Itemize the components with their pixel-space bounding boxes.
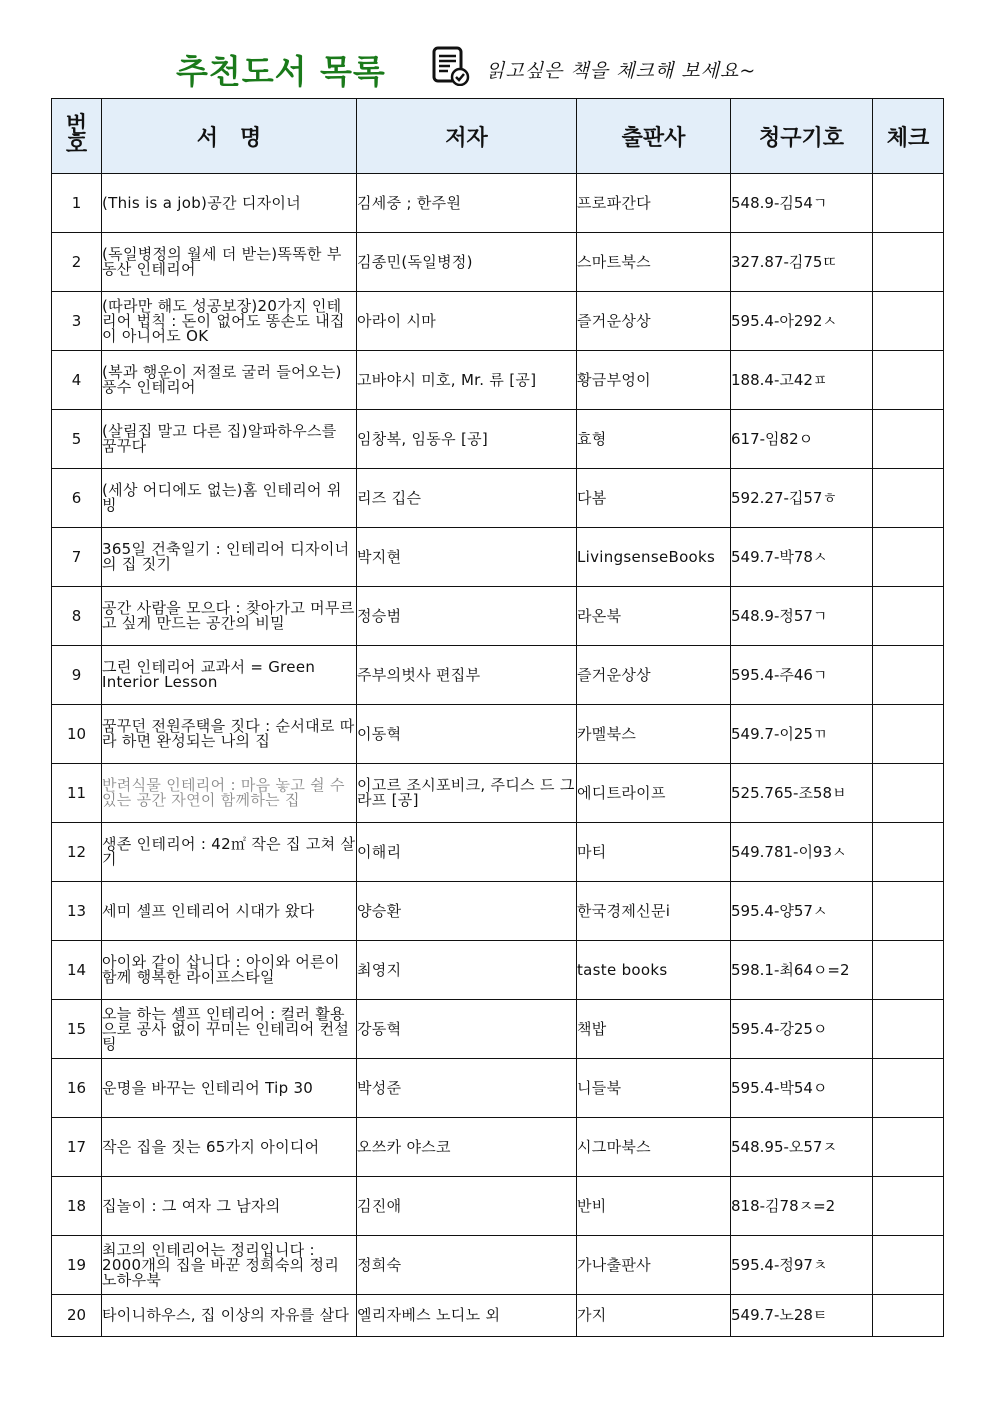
book-author: 박성준	[357, 1059, 577, 1118]
table-row	[52, 1177, 944, 1236]
book-call-number: 595.4-정97ㅊ	[731, 1236, 873, 1295]
table-row	[52, 292, 944, 351]
book-author: 임창복, 임동우 [공]	[357, 410, 577, 469]
check-box-cell[interactable]	[873, 351, 944, 410]
column-header-number: 번 호	[52, 99, 102, 174]
table-row	[52, 233, 944, 292]
row-number: 11	[52, 764, 102, 823]
book-publisher: 다봄	[577, 469, 731, 528]
book-publisher: 스마트북스	[577, 233, 731, 292]
book-title: (따라만 해도 성공보장)20가지 인테리어 법칙 : 돈이 없어도 똥손도 내집이 아니어도 OK	[102, 292, 357, 351]
page-header	[0, 40, 992, 98]
check-box-cell[interactable]	[873, 705, 944, 764]
column-header-check: 체크	[873, 99, 944, 174]
book-author: 정승범	[357, 587, 577, 646]
book-title: 운명을 바꾸는 인테리어 Tip 30	[102, 1059, 357, 1118]
table-row	[52, 528, 944, 587]
table-row	[52, 823, 944, 882]
book-publisher: taste books	[577, 941, 731, 1000]
book-publisher: 시그마북스	[577, 1118, 731, 1177]
table-row	[52, 1118, 944, 1177]
row-number: 7	[52, 528, 102, 587]
book-call-number: 598.1-최64ㅇ=2	[731, 941, 873, 1000]
book-call-number: 549.7-이25ㄲ	[731, 705, 873, 764]
table-row	[52, 1000, 944, 1059]
book-author: 이고르 조시포비크, 주디스 드 그라프 [공]	[357, 764, 577, 823]
row-number: 12	[52, 823, 102, 882]
row-number: 14	[52, 941, 102, 1000]
book-call-number: 549.781-이93ㅅ	[731, 823, 873, 882]
table-row	[52, 174, 944, 233]
book-call-number: 592.27-깁57ㅎ	[731, 469, 873, 528]
row-number: 4	[52, 351, 102, 410]
table-row	[52, 1236, 944, 1295]
book-publisher: 에디트라이프	[577, 764, 731, 823]
book-title: 공간 사람을 모으다 : 찾아가고 머무르고 싶게 만드는 공간의 비밀	[102, 587, 357, 646]
book-call-number: 548.9-김54ㄱ	[731, 174, 873, 233]
book-call-number: 525.765-조58ㅂ	[731, 764, 873, 823]
check-box-cell[interactable]	[873, 587, 944, 646]
book-author: 리즈 깁슨	[357, 469, 577, 528]
book-publisher: 책밥	[577, 1000, 731, 1059]
book-publisher: 마티	[577, 823, 731, 882]
table-row	[52, 351, 944, 410]
check-box-cell[interactable]	[873, 882, 944, 941]
book-publisher: 라온북	[577, 587, 731, 646]
book-title: (복과 행운이 저절로 굴러 들어오는)풍수 인테리어	[102, 351, 357, 410]
row-number: 8	[52, 587, 102, 646]
book-author: 주부의벗사 편집부	[357, 646, 577, 705]
book-author: 강동혁	[357, 1000, 577, 1059]
book-author: 정희숙	[357, 1236, 577, 1295]
book-author: 아라이 시마	[357, 292, 577, 351]
book-call-number: 188.4-고42ㅍ	[731, 351, 873, 410]
book-author: 박지현	[357, 528, 577, 587]
check-box-cell[interactable]	[873, 174, 944, 233]
book-call-number: 595.4-아292ㅅ	[731, 292, 873, 351]
table-row	[52, 646, 944, 705]
book-author: 양승환	[357, 882, 577, 941]
book-title: (세상 어디에도 없는)홈 인테리어 위빙	[102, 469, 357, 528]
book-call-number: 595.4-강25ㅇ	[731, 1000, 873, 1059]
check-box-cell[interactable]	[873, 1000, 944, 1059]
check-box-cell[interactable]	[873, 292, 944, 351]
book-publisher: 니들북	[577, 1059, 731, 1118]
book-publisher: 효형	[577, 410, 731, 469]
table-row	[52, 764, 944, 823]
checklist-document-icon	[432, 46, 470, 86]
table-row	[52, 705, 944, 764]
row-number: 2	[52, 233, 102, 292]
book-author: 최영지	[357, 941, 577, 1000]
book-publisher: 프로파간다	[577, 174, 731, 233]
page-title: 추천도서 목록	[176, 52, 386, 91]
book-call-number: 549.7-박78ㅅ	[731, 528, 873, 587]
book-publisher: 가지	[577, 1295, 731, 1337]
book-list-table	[51, 98, 944, 1337]
book-call-number: 617-임82ㅇ	[731, 410, 873, 469]
book-call-number: 327.87-김75ㄸ	[731, 233, 873, 292]
book-title: 아이와 같이 삽니다 : 아이와 어른이 함께 행복한 라이프스타일	[102, 941, 357, 1000]
book-title: 집놀이 : 그 여자 그 남자의	[102, 1177, 357, 1236]
book-author: 엘리자베스 노디노 외	[357, 1295, 577, 1337]
book-title: 생존 인테리어 : 42㎡ 작은 집 고쳐 살기	[102, 823, 357, 882]
book-call-number: 595.4-양57ㅅ	[731, 882, 873, 941]
book-call-number: 595.4-박54ㅇ	[731, 1059, 873, 1118]
book-title: (독일병정의 월세 더 받는)똑똑한 부동산 인테리어	[102, 233, 357, 292]
book-author: 이동혁	[357, 705, 577, 764]
book-publisher: 반비	[577, 1177, 731, 1236]
book-title: 반려식물 인테리어 : 마음 놓고 쉴 수 있는 공간 자연이 함께하는 집	[102, 764, 357, 823]
book-publisher: 한국경제신문i	[577, 882, 731, 941]
book-author: 김세중 ; 한주원	[357, 174, 577, 233]
book-publisher: 카멜북스	[577, 705, 731, 764]
book-author: 오쓰카 야스코	[357, 1118, 577, 1177]
book-publisher: 황금부엉이	[577, 351, 731, 410]
book-call-number: 595.4-주46ㄱ	[731, 646, 873, 705]
book-author: 김종민(독일병정)	[357, 233, 577, 292]
row-number: 20	[52, 1295, 102, 1337]
book-author: 이해리	[357, 823, 577, 882]
table-row	[52, 1295, 944, 1337]
book-title: 오늘 하는 셀프 인테리어 : 컬러 활용으로 공사 없이 꾸미는 인테리어 컨설팅	[102, 1000, 357, 1059]
row-number: 19	[52, 1236, 102, 1295]
row-number: 6	[52, 469, 102, 528]
table-row	[52, 882, 944, 941]
table-row	[52, 469, 944, 528]
check-box-cell[interactable]	[873, 1118, 944, 1177]
table-row	[52, 587, 944, 646]
row-number: 5	[52, 410, 102, 469]
row-number: 18	[52, 1177, 102, 1236]
check-box-cell[interactable]	[873, 646, 944, 705]
book-call-number: 818-김78ㅈ=2	[731, 1177, 873, 1236]
check-box-cell[interactable]	[873, 469, 944, 528]
row-number: 1	[52, 174, 102, 233]
check-box-cell[interactable]	[873, 1295, 944, 1337]
row-number: 13	[52, 882, 102, 941]
book-title: 타이니하우스, 집 이상의 자유를 살다	[102, 1295, 357, 1337]
book-call-number: 548.9-정57ㄱ	[731, 587, 873, 646]
book-title: 그린 인테리어 교과서 = Green Interior Lesson	[102, 646, 357, 705]
book-title: 최고의 인테리어는 정리입니다 : 2000개의 집을 바꾼 정희숙의 정리 노하우북	[102, 1236, 357, 1295]
book-title: 꿈꾸던 전원주택을 짓다 : 순서대로 따라 하면 완성되는 나의 집	[102, 705, 357, 764]
column-header-publisher: 출판사	[577, 99, 731, 174]
check-box-cell[interactable]	[873, 233, 944, 292]
check-box-cell[interactable]	[873, 1059, 944, 1118]
book-title: 작은 집을 짓는 65가지 아이디어	[102, 1118, 357, 1177]
column-header-title: 서 명	[102, 99, 357, 174]
table-body	[52, 174, 944, 1337]
table-row	[52, 1059, 944, 1118]
book-title: (This is a job)공간 디자이너	[102, 174, 357, 233]
book-title: (살림집 말고 다른 집)알파하우스를 꿈꾸다	[102, 410, 357, 469]
row-number: 15	[52, 1000, 102, 1059]
book-author: 고바야시 미호, Mr. 류 [공]	[357, 351, 577, 410]
check-box-cell[interactable]	[873, 764, 944, 823]
row-number: 3	[52, 292, 102, 351]
book-call-number: 548.95-오57ㅈ	[731, 1118, 873, 1177]
book-title: 365일 건축일기 : 인테리어 디자이너의 집 짓기	[102, 528, 357, 587]
book-author: 김진애	[357, 1177, 577, 1236]
check-box-cell[interactable]	[873, 1236, 944, 1295]
check-box-cell[interactable]	[873, 528, 944, 587]
book-publisher: 가나출판사	[577, 1236, 731, 1295]
book-publisher: LivingsenseBooks	[577, 528, 731, 587]
table-row	[52, 941, 944, 1000]
row-number: 17	[52, 1118, 102, 1177]
book-call-number: 549.7-노28ㅌ	[731, 1295, 873, 1337]
check-box-cell[interactable]	[873, 1177, 944, 1236]
page-subtitle: 읽고싶은 책을 체크해 보세요~	[486, 60, 757, 82]
check-box-cell[interactable]	[873, 410, 944, 469]
check-box-cell[interactable]	[873, 823, 944, 882]
book-title: 세미 셀프 인테리어 시대가 왔다	[102, 882, 357, 941]
table-header-row	[52, 99, 944, 174]
table-row	[52, 410, 944, 469]
book-publisher: 즐거운상상	[577, 646, 731, 705]
column-header-call-number: 청구기호	[731, 99, 873, 174]
book-publisher: 즐거운상상	[577, 292, 731, 351]
row-number: 10	[52, 705, 102, 764]
row-number: 9	[52, 646, 102, 705]
row-number: 16	[52, 1059, 102, 1118]
check-box-cell[interactable]	[873, 941, 944, 1000]
column-header-author: 저자	[357, 99, 577, 174]
